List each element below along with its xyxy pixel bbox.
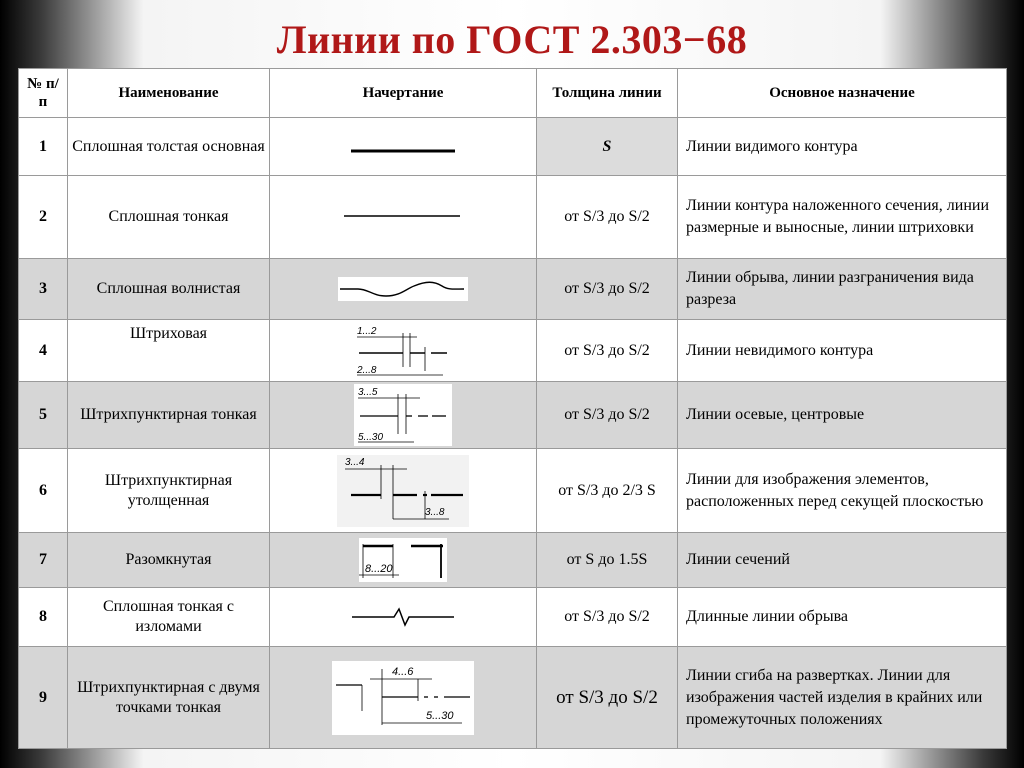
- row-drawing: [270, 449, 537, 533]
- svg-text:3...5: 3...5: [358, 387, 378, 398]
- row-name: Сплошная тонкая: [68, 176, 270, 259]
- wavy-line-icon: [338, 277, 468, 301]
- row-purpose: Линии осевые, центровые: [678, 382, 1007, 449]
- table-row: [19, 647, 1007, 749]
- solid-thin-line-icon: [338, 200, 468, 234]
- svg-text:2...8: 2...8: [357, 364, 377, 376]
- row-name: Штрихпунктирная утолщенная: [68, 449, 270, 533]
- row-purpose: Линии обрыва, линии разграничения вида разреза: [678, 259, 1007, 320]
- row-thickness: от S/3 до S/2: [537, 647, 678, 749]
- row-thickness: от S/3 до S/2: [537, 588, 678, 647]
- row-num: 9: [19, 647, 68, 749]
- row-thickness: от S/3 до 2/3 S: [537, 449, 678, 533]
- row-drawing: [270, 320, 537, 382]
- row-drawing: [270, 259, 537, 320]
- header-thickness: Толщина линии: [537, 69, 678, 118]
- row-num: 8: [19, 588, 68, 647]
- row-thickness: от S/3 до S/2: [537, 259, 678, 320]
- table-row: [19, 588, 1007, 647]
- row-thickness: от S/3 до S/2: [537, 320, 678, 382]
- page-title: Линии по ГОСТ 2.303−68: [276, 17, 748, 62]
- row-name: Штриховая: [68, 320, 270, 382]
- row-purpose: Длинные линии обрыва: [678, 588, 1007, 647]
- dash-two-dot-line-icon: [332, 661, 474, 735]
- row-purpose: Линии видимого контура: [678, 118, 1007, 176]
- row-thickness: от S/3 до S/2: [537, 176, 678, 259]
- row-drawing: [270, 382, 537, 449]
- row-purpose: Линии сгиба на развертках. Линии для изображения частей изделия в крайних или промежуточных положениях: [678, 647, 1007, 749]
- row-name: Сплошная волнистая: [68, 259, 270, 320]
- table-row: [19, 449, 1007, 533]
- row-name: Штрихпунктирная тонкая: [68, 382, 270, 449]
- row-thickness: S: [537, 118, 678, 176]
- row-num: 3: [19, 259, 68, 320]
- table-row: [19, 382, 1007, 449]
- row-purpose: Линии для изображения элементов, расположенных перед секущей плоскостью: [678, 449, 1007, 533]
- table-row: [19, 320, 1007, 382]
- header-purpose: Основное назначение: [678, 69, 1007, 118]
- zigzag-break-line-icon: [348, 603, 458, 631]
- svg-text:3...4: 3...4: [345, 456, 365, 468]
- svg-text:3...8: 3...8: [425, 506, 445, 518]
- dashed-line-icon: [353, 323, 453, 379]
- table-row: [19, 259, 1007, 320]
- row-num: 5: [19, 382, 68, 449]
- row-name: Разомкнутая: [68, 533, 270, 588]
- svg-text:4...6: 4...6: [392, 665, 414, 678]
- table-row: [19, 176, 1007, 259]
- svg-text:5...30: 5...30: [358, 432, 384, 443]
- row-name: Штрихпунктирная с двумя точками тонкая: [68, 647, 270, 749]
- header-drawing: Начертание: [270, 69, 537, 118]
- gost-lines-table: [18, 68, 1007, 749]
- row-purpose: Линии контура наложенного сечения, линии размерные и выносные, линии штриховки: [678, 176, 1007, 259]
- table-row: [19, 533, 1007, 588]
- row-num: 7: [19, 533, 68, 588]
- table-row: [19, 118, 1007, 176]
- row-thickness: от S/3 до S/2: [537, 382, 678, 449]
- dash-dot-thick-line-icon: [337, 455, 469, 527]
- row-num: 2: [19, 176, 68, 259]
- row-purpose: Линии сечений: [678, 533, 1007, 588]
- table-header-row: [19, 69, 1007, 118]
- svg-text:5...30: 5...30: [426, 709, 454, 722]
- svg-text:1...2: 1...2: [357, 325, 377, 337]
- dash-dot-thin-line-icon: [354, 384, 452, 446]
- row-num: 1: [19, 118, 68, 176]
- header-name: Наименование: [68, 69, 270, 118]
- row-num: 4: [19, 320, 68, 382]
- row-drawing: [270, 176, 537, 259]
- header-num: № п/п: [19, 69, 68, 118]
- row-thickness: от S до 1.5S: [537, 533, 678, 588]
- row-purpose: Линии невидимого контура: [678, 320, 1007, 382]
- row-name: Сплошная толстая основная: [68, 118, 270, 176]
- row-num: 6: [19, 449, 68, 533]
- row-drawing: [270, 118, 537, 176]
- solid-thick-line-icon: [343, 135, 463, 159]
- row-drawing: [270, 647, 537, 749]
- open-line-icon: [359, 538, 447, 582]
- row-name: Сплошная тонкая с изломами: [68, 588, 270, 647]
- row-drawing: [270, 588, 537, 647]
- row-drawing: [270, 533, 537, 588]
- svg-text:8...20: 8...20: [365, 563, 393, 575]
